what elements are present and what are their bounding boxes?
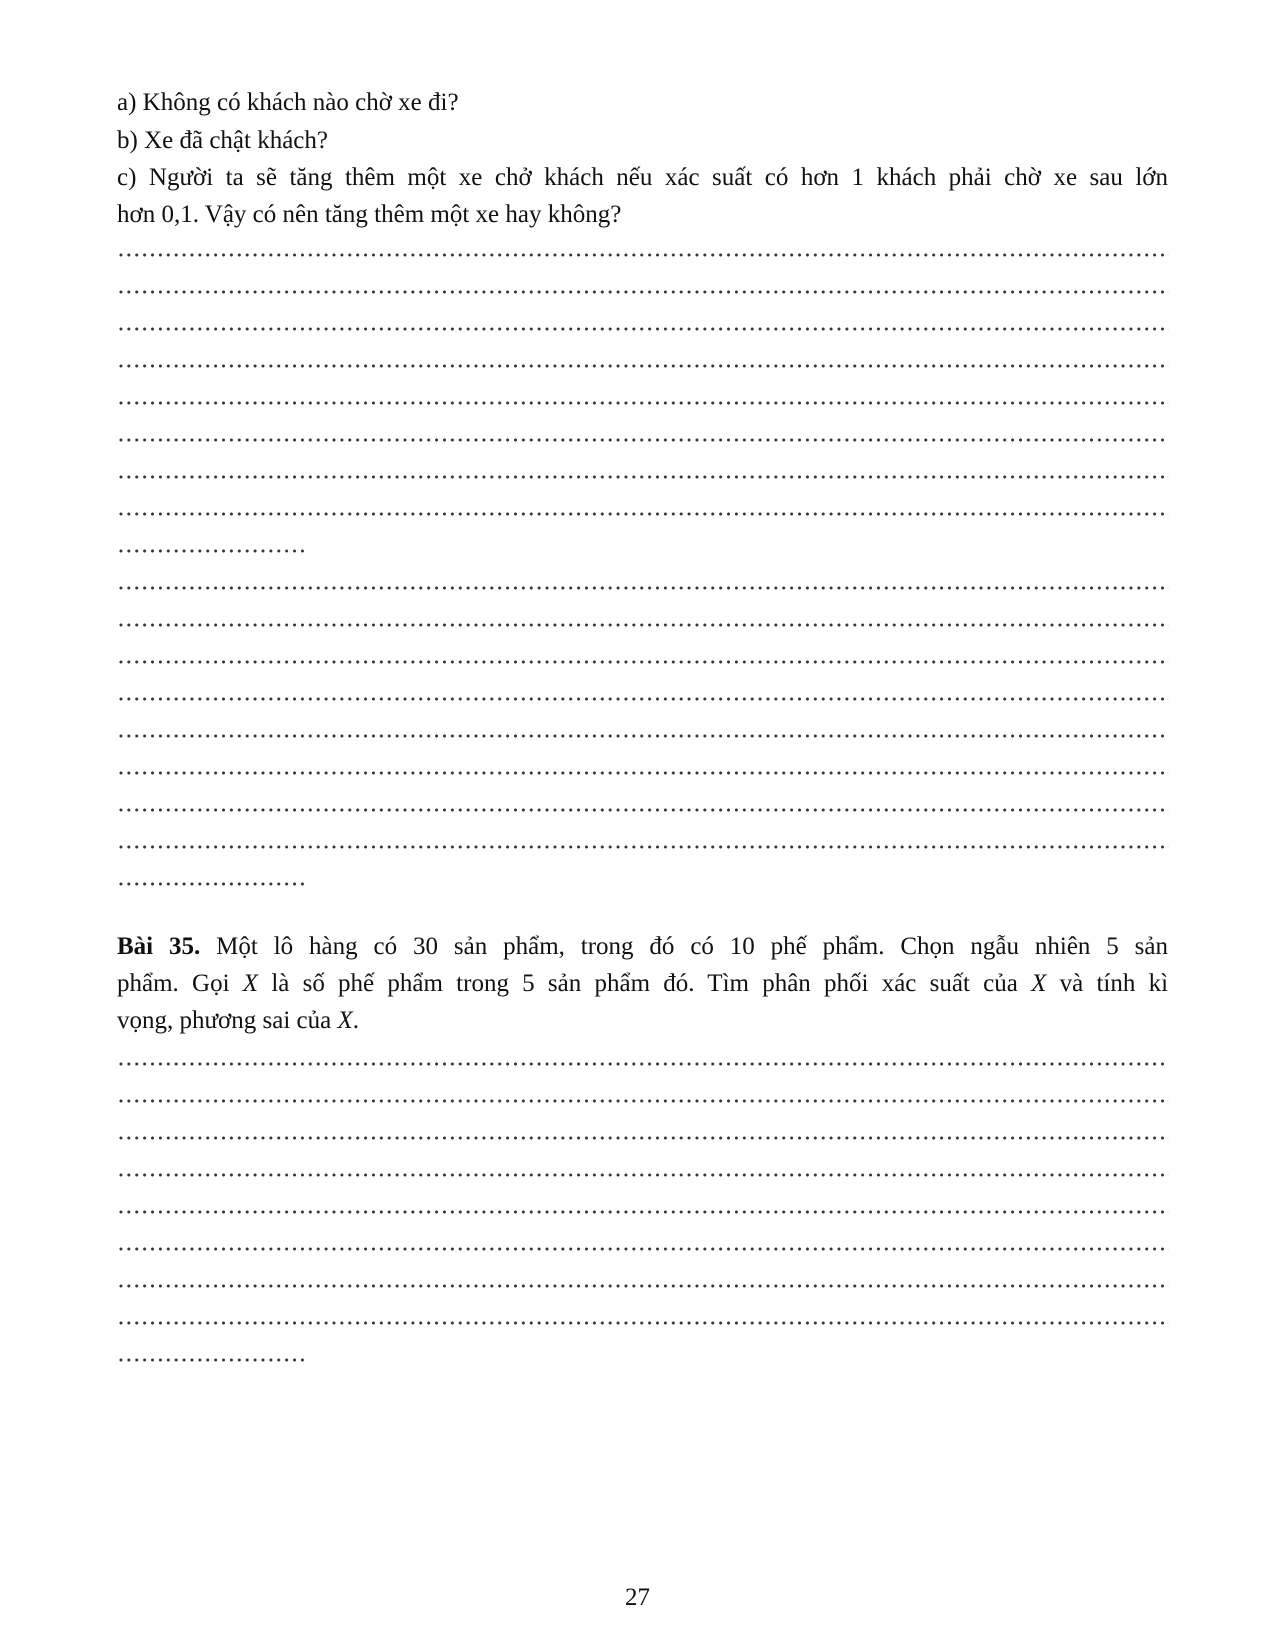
- page-number: 27: [625, 1584, 650, 1611]
- answer-line: [117, 290, 1169, 294]
- answer-line: [117, 1099, 1169, 1103]
- answer-line: [117, 1210, 1169, 1214]
- answer-line: [117, 808, 1169, 812]
- answer-line: [117, 364, 1169, 368]
- exercise-35-line-1: [117, 932, 1168, 962]
- variable-x: X: [242, 970, 259, 997]
- exercise-35-text-3-end: .: [352, 1007, 360, 1034]
- question-c-line-2: hơn 0,1. Vậy có nên tăng thêm một xe hay không?: [117, 201, 622, 228]
- answer-line: [117, 253, 1169, 257]
- answer-line: [117, 660, 1169, 664]
- answer-line: [117, 438, 1169, 442]
- answer-line: [117, 327, 1169, 331]
- answer-line-short: [117, 549, 305, 553]
- answer-line: [117, 1173, 1169, 1177]
- answer-line: [117, 512, 1169, 516]
- answer-line: [117, 1247, 1169, 1251]
- answer-line: [117, 771, 1169, 775]
- question-c-line-1: c) Người ta sẽ tăng thêm một xe chở khách nếu xác suất có hơn 1 khách phải chờ xe sau lớn: [117, 164, 1168, 191]
- answer-line: [117, 845, 1169, 849]
- answer-line: [117, 697, 1169, 701]
- question-b: b) Xe đã chật khách?: [117, 127, 328, 154]
- answer-line-short: [117, 1358, 305, 1362]
- answer-line: [117, 401, 1169, 405]
- exercise-35-text-2a: phẩm. Gọi: [117, 970, 230, 997]
- exercise-35-line-2: [117, 969, 1168, 999]
- answer-line: [117, 1062, 1169, 1066]
- exercise-35-line-3: [117, 1006, 359, 1036]
- question-a: a) Không có khách nào chờ xe đi?: [117, 89, 459, 116]
- answer-line-short: [117, 882, 305, 886]
- exercise-35-text-2c: và tính kì: [1059, 970, 1169, 997]
- answer-line: [117, 475, 1169, 479]
- answer-line: [117, 734, 1169, 738]
- variable-x: X: [1031, 970, 1047, 997]
- answer-line: [117, 1136, 1169, 1140]
- exercise-35-text-1: Một lô hàng có 30 sản phẩm, trong đó có 10 phế phẩm. Chọn ngẫu nhiên 5 sản: [216, 933, 1169, 960]
- exercise-35-text-2b: là số phế phẩm trong 5 sản phẩm đó. Tìm phân phối xác suất của: [271, 970, 1018, 997]
- answer-line: [117, 1284, 1169, 1288]
- exercise-35-text-3a: vọng, phương sai của: [117, 1007, 332, 1034]
- variable-x: X: [337, 1007, 353, 1034]
- exercise-35-label: Bài 35.: [117, 933, 201, 960]
- answer-line: [117, 1321, 1169, 1325]
- answer-line: [117, 623, 1169, 627]
- answer-line: [117, 586, 1169, 590]
